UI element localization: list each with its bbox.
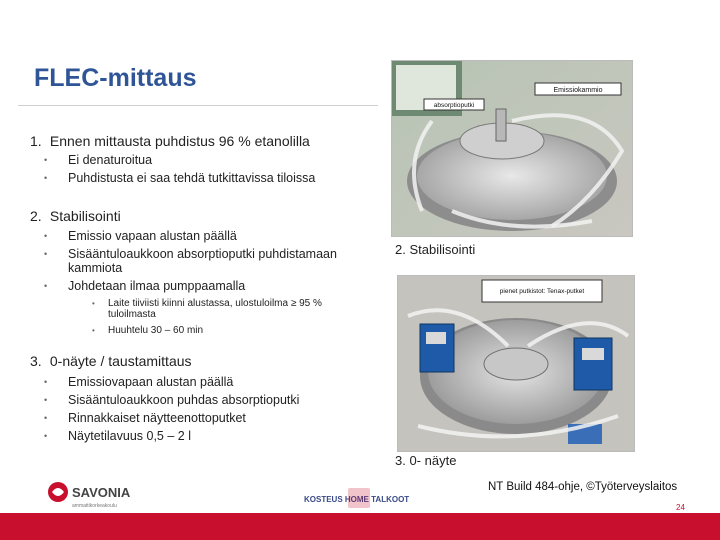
bullet-item: • Emissio vapaan alustan päällä: [42, 229, 382, 243]
flec-chamber-image: [392, 61, 632, 236]
bullet-item: • Johdetaan ilmaa pumppaamalla: [42, 279, 382, 293]
flec-sampling-image: [398, 276, 634, 451]
photo-0-naete: [397, 275, 635, 452]
bullet-item: • Emissiovapaan alustan päällä: [42, 375, 299, 389]
photo-label: pienet putkistot: Tenax-putket: [499, 288, 585, 295]
section-2-heading: [30, 208, 121, 224]
photo-caption: 2. Stabilisointi: [395, 242, 476, 257]
logo-text: KOSTEUS HOME TALKOOT: [304, 495, 410, 504]
photo-caption: 3. 0- näyte: [395, 453, 457, 468]
section-1-bullets: [42, 153, 315, 189]
photo-stabilisointi: [391, 60, 633, 237]
section-3-bullets: [42, 375, 299, 447]
bullet-item: • Sisääntuloaukkoon absorptioputki puhdistamaan kammiota: [42, 247, 382, 275]
photo-label: Emissiokammio: [553, 87, 603, 94]
bullet-item: • Puhdistusta ei saa tehdä tutkittavissa tiloissa: [42, 171, 315, 185]
source-credit: NT Build 484-ohje, ©Työterveyslaitos: [488, 481, 678, 493]
section-3-heading: [30, 353, 192, 369]
bottom-bar: [0, 513, 720, 540]
slide-title: FLEC-mittaus: [34, 64, 197, 92]
page-number: 24: [676, 503, 685, 512]
photo-label: absorptioputki: [433, 102, 475, 109]
section-2-bullets: [42, 229, 382, 297]
logo-text: SAVONIA: [72, 485, 131, 500]
bullet-item: • Rinnakkaiset näytteenottoputket: [42, 411, 299, 425]
title-divider: [18, 105, 378, 106]
section-2-subbullets: [92, 298, 352, 341]
section-1-heading: [30, 133, 310, 149]
bullet-item: • Näytetilavuus 0,5 – 2 l: [42, 429, 299, 443]
section-heading-text: Ennen mittausta puhdistus 96 % etanolilla: [49, 133, 310, 149]
section-heading-text: Stabilisointi: [49, 208, 121, 224]
section-number: 1.: [30, 133, 42, 149]
section-number: 3.: [30, 353, 42, 369]
bullet-item: • Sisääntuloaukkoon puhdas absorptioputki: [42, 393, 299, 407]
bullet-item: • Ei denaturoitua: [42, 153, 315, 167]
logo-subtext: ammattikorkeakoulu: [72, 503, 117, 509]
sub-bullet-item: • Laite tiiviisti kiinni alustassa, ulostuloilma ≥ 95 % tuloilmasta: [92, 298, 352, 320]
kosteus-home-talkoot-logo: [302, 485, 414, 516]
section-number: 2.: [30, 208, 42, 224]
section-heading-text: 0-näyte / taustamittaus: [49, 353, 192, 369]
sub-bullet-item: • Huuhtelu 30 – 60 min: [92, 325, 352, 336]
